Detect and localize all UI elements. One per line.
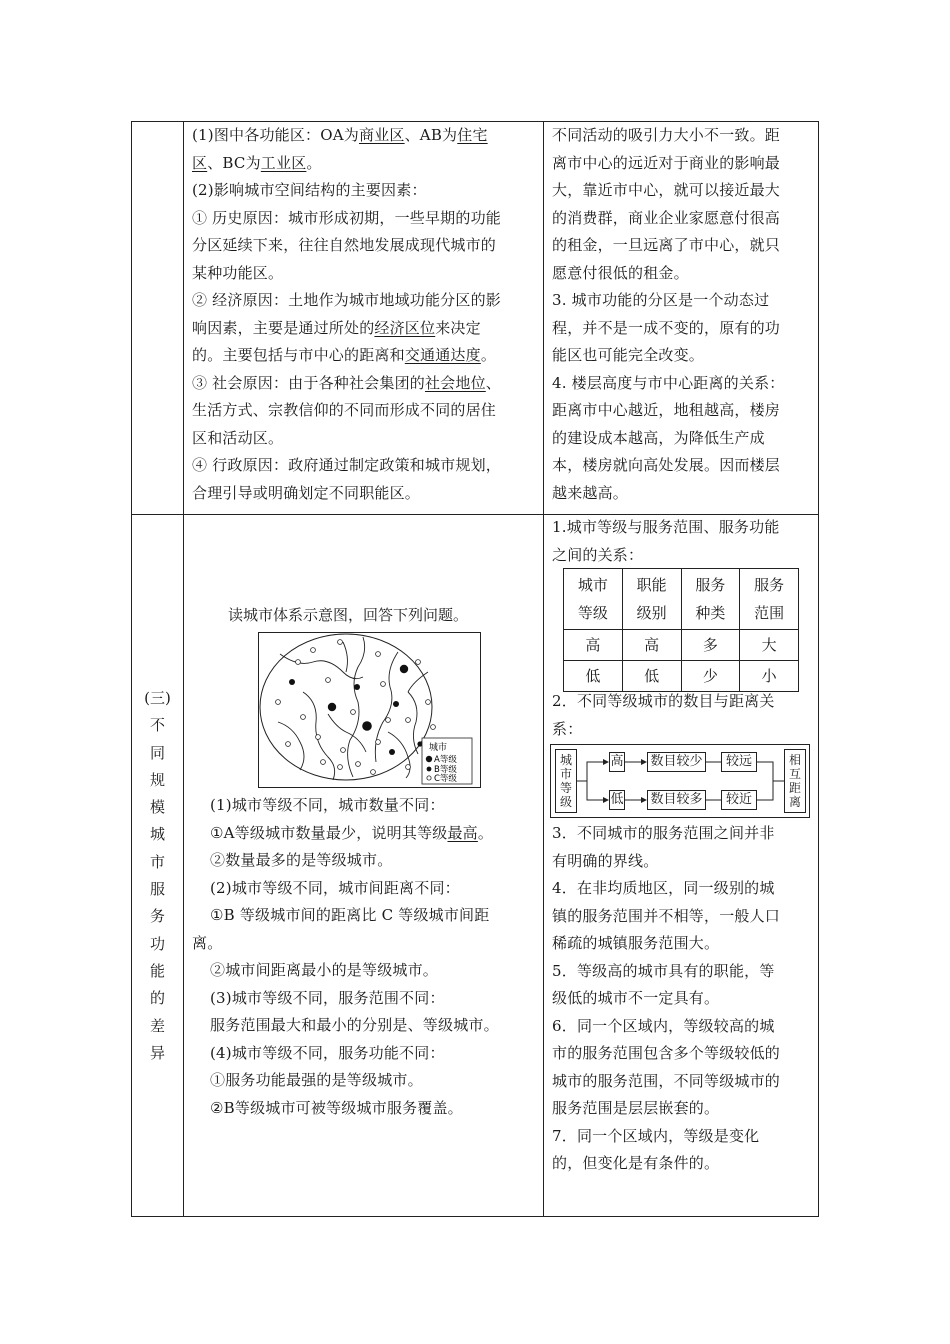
- section-title-char: 市: [149, 852, 165, 871]
- text-segment: ④ 行政原因：政府通过制定政策和城市规划，: [192, 456, 501, 474]
- legend-a-label: A等级: [434, 755, 457, 765]
- flow-top-grade: 高: [609, 752, 625, 772]
- legend-b-marker: [427, 767, 432, 772]
- text-line: [192, 205, 537, 233]
- text-line: 7．同一个区域内，等级是变化: [552, 1126, 760, 1145]
- question-line: ①服务功能最强的是等级城市。: [210, 1071, 423, 1089]
- text-line: 服务范围是层层嵌套的。: [552, 1099, 720, 1117]
- text-line: 大，靠近市中心，就可以接近最大: [552, 181, 781, 199]
- text-line: [192, 315, 537, 343]
- question-line: (3)城市等级不同，服务范围不同：: [210, 988, 445, 1007]
- section-title-char: 模: [149, 798, 165, 817]
- section-title-char: 功: [149, 934, 165, 953]
- flow-left-box: 城 市 等 级: [555, 749, 577, 813]
- underlined-answer: 社会地位: [424, 373, 486, 392]
- text-line: 能区也可能完全改变。: [552, 346, 705, 364]
- text-segment: 。: [480, 346, 497, 364]
- underlined-answer: 区: [192, 153, 208, 172]
- underlined-answer: 住宅: [457, 126, 488, 144]
- text-line: 的，但变化是有条件的。: [552, 1154, 720, 1172]
- text-line: 市的服务范围包含多个等级较低的: [552, 1044, 781, 1062]
- city-system-map: [258, 632, 481, 788]
- text-segment: 。: [306, 153, 322, 172]
- text-line: 3．不同城市的服务范围之间并非: [552, 824, 775, 842]
- grade-table-cell: 大: [740, 630, 799, 661]
- grade-relation-table: [563, 568, 799, 692]
- text-line: 越来越高。: [552, 483, 629, 502]
- text-line: 的租金，一旦远离了市中心，就只: [552, 236, 781, 254]
- section-title-char: 同: [149, 743, 165, 762]
- column-divider: [543, 122, 544, 1216]
- text-line: [192, 480, 537, 508]
- text-line: [192, 122, 537, 150]
- flow-top-count: 数目较少: [647, 752, 706, 772]
- text-line: 镇的服务范围并不相等，一般人口: [552, 906, 781, 925]
- text-line: [192, 232, 537, 260]
- text-segment: (2)影响城市空间结构的主要因素：: [192, 181, 427, 199]
- text-line: [192, 452, 537, 480]
- text-line: [192, 425, 537, 453]
- text-line: [192, 287, 537, 315]
- text-line: 的消费群，商业企业家愿意付很高: [552, 208, 781, 227]
- text-segment: 合理引导或明确划定不同职能区。: [192, 483, 421, 502]
- text-segment: 的。主要包括与市中心的距离和: [192, 346, 405, 364]
- grade-table-cell: 高: [622, 630, 681, 661]
- grade-table-cell: 高: [564, 630, 623, 661]
- underlined-answer: 商业区: [358, 126, 405, 144]
- section-title-char: 异: [149, 1043, 165, 1062]
- text-line: 之间的关系：: [552, 545, 644, 564]
- flow-right-box: 相 互 距 离: [784, 749, 806, 813]
- text-line: [192, 150, 537, 178]
- text-line: [192, 397, 537, 425]
- text-segment: 分区延续下来，往往自然地发展成现代城市的: [192, 236, 497, 254]
- question-line: ①B 等级城市间的距离比 C 等级城市间距: [210, 906, 490, 924]
- text-segment: 响因素，主要是通过所处的: [192, 318, 375, 337]
- section-title-char: 城: [149, 825, 165, 844]
- text-line: 愿意付很低的租金。: [552, 263, 689, 282]
- text-line: 的建设成本越高，为降低生产成: [552, 428, 765, 447]
- text-line: 稀疏的城镇服务范围大。: [552, 934, 720, 952]
- row1-right-text: [552, 122, 814, 507]
- flow-bottom-distance: 较近: [721, 790, 757, 810]
- text-line: 1.城市等级与服务范围、服务功能: [552, 518, 780, 536]
- legend-a-marker: [426, 756, 432, 762]
- row2-right-points: [552, 820, 814, 1178]
- text-line: 有明确的界线。: [552, 851, 659, 870]
- grade-table-header: 服务 种类: [681, 569, 740, 630]
- text-line: [192, 177, 537, 205]
- text-line: [192, 260, 537, 288]
- legend-title: 城市: [429, 743, 448, 753]
- question-line: ②B等级城市可被等级城市服务覆盖。: [210, 1098, 463, 1117]
- text-segment: 、: [485, 373, 501, 392]
- text-line: 程，并不是一成不变的，原有的功: [552, 318, 781, 337]
- row2-right-distance-heading: [552, 688, 814, 743]
- section-title-char: 服: [149, 880, 165, 899]
- text-line: 5．等级高的城市具有的职能，等: [552, 961, 775, 980]
- flow-bottom-count: 数目较多: [647, 790, 706, 810]
- text-segment: 区和活动区。: [192, 428, 284, 447]
- text-segment: 某种功能区。: [192, 263, 284, 282]
- text-segment: 、AB为: [404, 126, 458, 144]
- underlined-answer: 经济区位: [374, 318, 436, 337]
- grade-table-header: 职能 级别: [622, 569, 681, 630]
- text-line: 不同活动的吸引力大小不一致。距: [552, 126, 781, 144]
- row2-questions: [192, 792, 537, 1122]
- text-line: 距离市中心越近，地租越高，楼房: [552, 401, 781, 419]
- text-segment: 、BC为: [207, 153, 261, 172]
- legend-c-marker: [427, 776, 431, 780]
- question-line: (4)城市等级不同，服务功能不同：: [210, 1043, 445, 1062]
- grade-distance-diagram: [550, 744, 810, 818]
- text-line: 系：: [552, 719, 583, 738]
- text-line: 离市中心的远近对于商业的影响最: [552, 153, 781, 172]
- section-title-char: 的: [149, 989, 165, 1008]
- text-segment: 来决定: [435, 318, 481, 337]
- section-title-char: 不: [149, 716, 165, 735]
- section-title-char: 能: [149, 961, 165, 980]
- row1-middle-text: [192, 122, 537, 507]
- text-line: [192, 370, 537, 398]
- question-line: ②数量最多的是等级城市。: [210, 851, 393, 869]
- text-segment: (1)图中各功能区：OA为: [192, 126, 359, 144]
- section-title-char: 务: [149, 907, 165, 926]
- text-line: 3. 城市功能的分区是一个动态过: [552, 291, 770, 309]
- section-title: [132, 685, 183, 1067]
- text-line: 2．不同等级城市的数目与距离关: [552, 692, 775, 710]
- text-line: 城市的服务范围，不同等级城市的: [552, 1071, 781, 1090]
- question-line: ②城市间距离最小的是等级城市。: [210, 961, 439, 979]
- text-line: 4. 楼层高度与市中心距离的关系：: [552, 373, 785, 392]
- section-title-char: (三): [144, 689, 171, 707]
- underlined-answer: 工业区: [260, 153, 307, 172]
- text-segment: ③ 社会原因：由于各种社会集团的: [192, 373, 425, 392]
- row2-right-intro: [552, 514, 814, 569]
- section-title-char: 差: [149, 1016, 165, 1035]
- section-title-char: 规: [149, 770, 165, 789]
- text-segment: ① 历史原因：城市形成初期，一些早期的功能: [192, 208, 501, 227]
- text-line: 本，楼房就向高处发展。因而楼层: [552, 456, 781, 474]
- text-segment: 生活方式、宗教信仰的不同而形成不同的居住: [192, 401, 497, 419]
- text-line: 级低的城市不一定具有。: [552, 989, 720, 1007]
- grade-table-cell: 低: [622, 661, 681, 692]
- text-line: 4．在非均质地区，同一级别的城: [552, 879, 775, 897]
- question-line: (1)城市等级不同，城市数量不同：: [210, 796, 445, 814]
- grade-table-header: 服务 范围: [740, 569, 799, 630]
- question-line: ①A等级城市数量最少，说明其等级最高。: [210, 823, 494, 842]
- column-divider: [183, 122, 184, 1216]
- grade-table-cell: 低: [564, 661, 623, 692]
- question-line: 服务范围最大和最小的分别是、等级城市。: [210, 1016, 499, 1034]
- map-caption: 读城市体系示意图，回答下列问题。: [228, 606, 469, 624]
- text-line: 6．同一个区域内，等级较高的城: [552, 1016, 775, 1035]
- grade-table-header: 城市 等级: [564, 569, 623, 630]
- question-line: (2)城市等级不同，城市间距离不同：: [210, 878, 460, 897]
- underlined-answer: 最高: [447, 823, 478, 842]
- legend-c-label: C等级: [434, 774, 457, 784]
- text-line: [192, 342, 537, 370]
- grade-table-cell: 多: [681, 630, 740, 661]
- text-segment: ② 经济原因：土地作为城市地域功能分区的影: [192, 291, 501, 309]
- flow-bottom-grade: 低: [609, 790, 625, 810]
- question-line: 离。: [192, 933, 223, 952]
- underlined-answer: 交通通达度: [404, 346, 481, 364]
- flow-top-distance: 较远: [721, 752, 757, 772]
- grade-table-cell: 小: [740, 661, 799, 692]
- grade-table-cell: 少: [681, 661, 740, 692]
- legend-b-label: B等级: [434, 765, 457, 775]
